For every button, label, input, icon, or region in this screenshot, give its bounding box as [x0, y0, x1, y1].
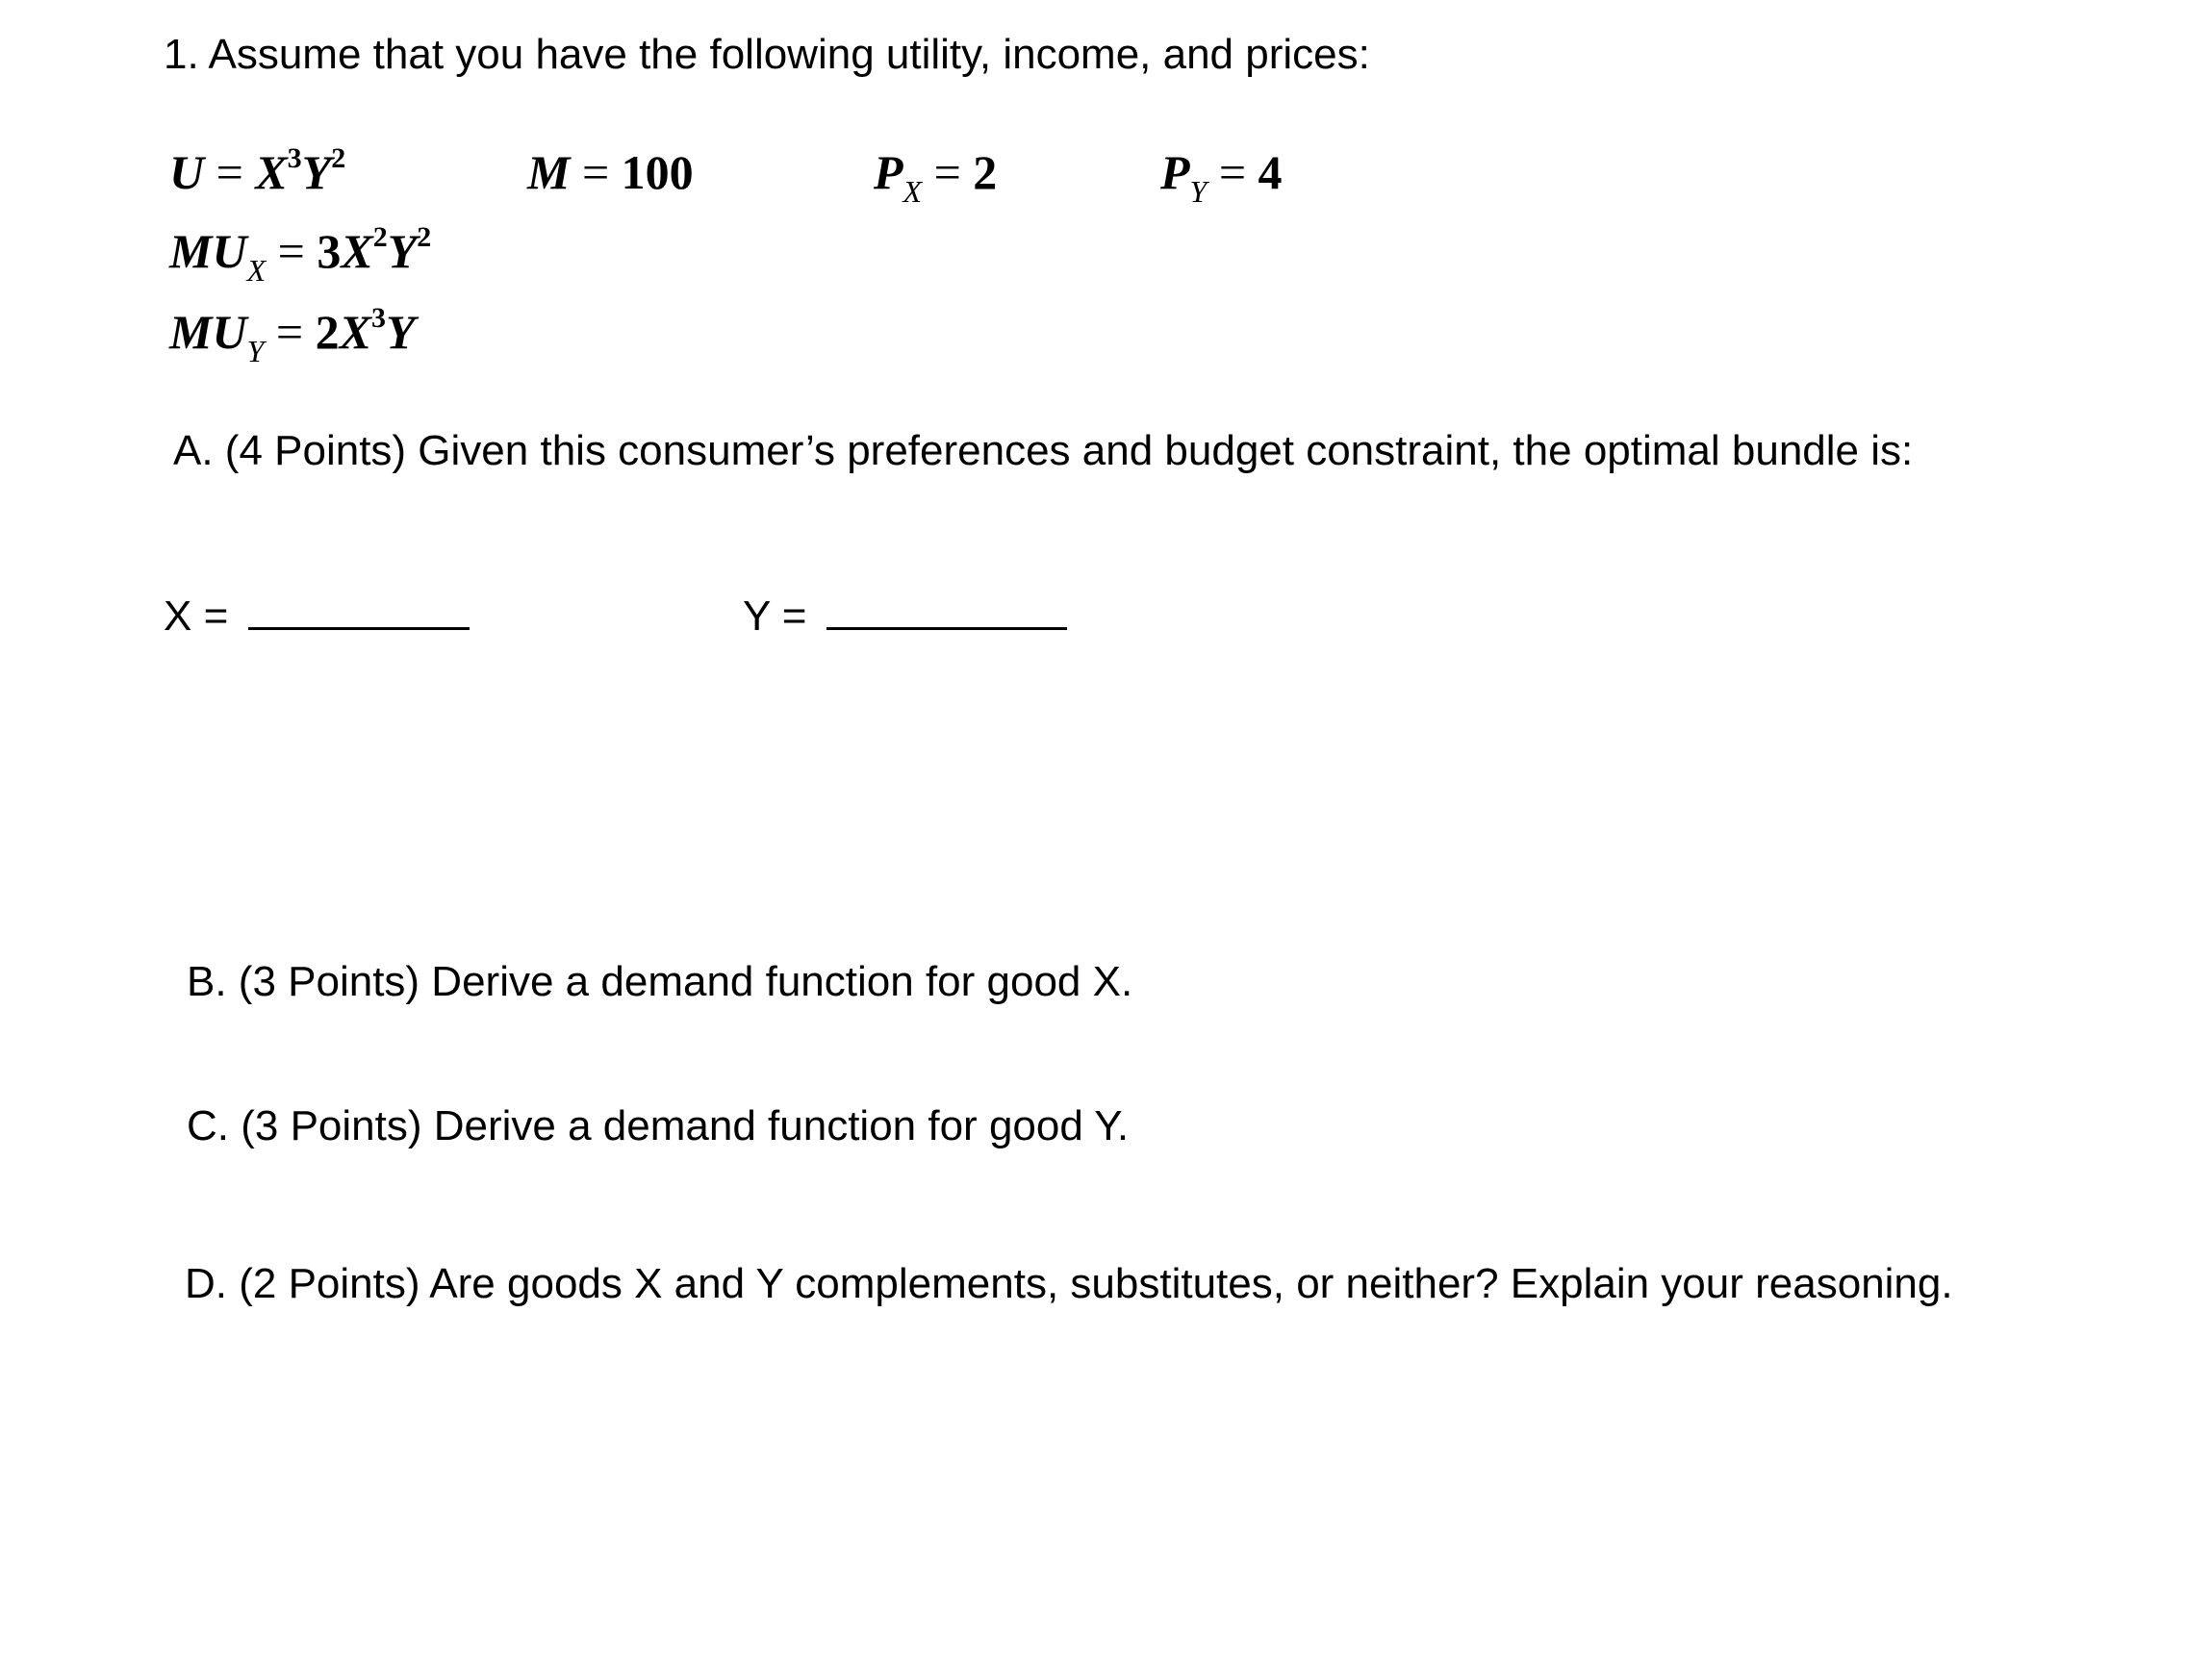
utility-equation: $U = X^3Y^2$ [169, 142, 346, 199]
x-answer-blank[interactable] [248, 589, 470, 630]
part-a-question: A. (4 Points) Given this consumer’s preferences and budget constraint, the optimal bundle is: [173, 427, 1914, 474]
x-answer-row [164, 589, 470, 641]
y-answer-row [743, 589, 1067, 641]
part-b-question: B. (3 Points) Derive a demand function for good X. [187, 958, 1133, 1005]
x-answer-label: X = [164, 593, 229, 640]
question-intro: 1. Assume that you have the following utility, income, and prices: [164, 31, 1370, 78]
y-answer-blank[interactable] [826, 589, 1067, 630]
mu-x-equation: $MU_X = 3X^2Y^2$ [169, 221, 432, 288]
price-y-equation: $P_Y = 4$ [1160, 145, 1283, 209]
part-d-question: D. (2 Points) Are goods X and Y complements, substitutes, or neither? Explain your reasoning. [185, 1260, 1953, 1307]
price-x-equation: $P_X = 2$ [874, 145, 998, 209]
part-c-question: C. (3 Points) Derive a demand function for good Y. [187, 1102, 1130, 1149]
y-answer-label: Y = [743, 593, 807, 640]
income-equation: M = 100 [527, 145, 694, 199]
mu-y-equation: $MU_Y = 2X^3Y$ [169, 302, 416, 368]
